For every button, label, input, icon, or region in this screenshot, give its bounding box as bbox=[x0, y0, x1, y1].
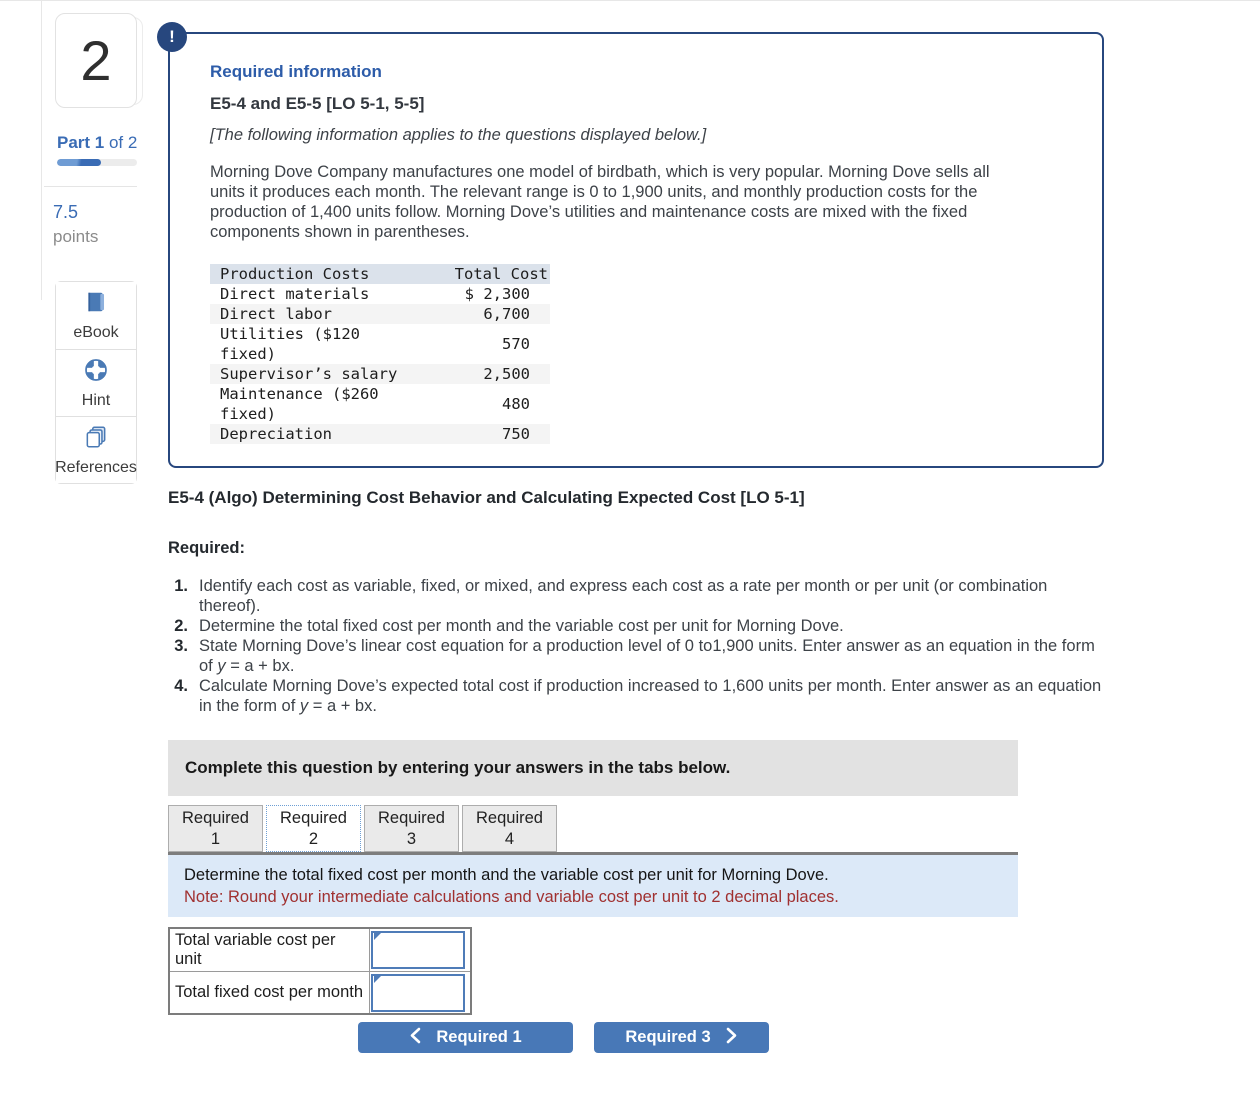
ebook-label: eBook bbox=[73, 324, 119, 341]
rail-divider bbox=[44, 186, 137, 187]
cost-label: Maintenance ($260 fixed) bbox=[220, 385, 379, 423]
ebook-button[interactable] bbox=[56, 282, 136, 349]
cost-label: Direct labor bbox=[220, 305, 332, 323]
pages-icon bbox=[83, 424, 109, 455]
cell-marker-icon bbox=[374, 933, 381, 940]
cost-table-row bbox=[210, 304, 550, 324]
tab-label-line1: Required bbox=[280, 808, 347, 827]
cost-value: 570 bbox=[502, 335, 530, 353]
page-left-border bbox=[41, 0, 42, 300]
points-value: 7.5 bbox=[53, 202, 79, 222]
cost-label: Supervisor’s salary bbox=[220, 365, 398, 383]
next-required-label: Required 3 bbox=[625, 1028, 711, 1046]
required-item bbox=[168, 576, 1113, 616]
question-number: 2 bbox=[80, 29, 112, 92]
answer-row-label: Total variable cost per unit bbox=[170, 929, 370, 971]
required-item-text: Identify each cost as variable, fixed, or mixed, and express each cost as a rate per month or per unit (or combination thereof). bbox=[199, 577, 1048, 615]
required-item-number: 4. bbox=[174, 677, 188, 695]
cost-table-header-value: Total Cost bbox=[454, 265, 548, 283]
next-required-button[interactable] bbox=[594, 1022, 769, 1053]
cost-value: 480 bbox=[502, 395, 530, 413]
tab-navigation bbox=[358, 1022, 769, 1053]
cost-table-header-row bbox=[210, 264, 550, 284]
scenario-paragraph-line: components shown in parentheses. bbox=[210, 223, 470, 241]
cost-label: Utilities ($120 fixed) bbox=[220, 325, 360, 363]
chevron-right-icon bbox=[725, 1027, 738, 1049]
tab-label-line2: 2 bbox=[308, 829, 319, 848]
required-item bbox=[168, 616, 1113, 636]
cost-value: 2,500 bbox=[483, 365, 530, 383]
tab-label-line2: 1 bbox=[210, 829, 221, 848]
cost-label: Depreciation bbox=[220, 425, 332, 443]
answer-input[interactable] bbox=[371, 931, 465, 969]
tab-label-line1: Required bbox=[182, 808, 249, 827]
cost-table-row bbox=[210, 424, 550, 444]
cost-table-row bbox=[210, 284, 550, 304]
cost-value: 6,700 bbox=[483, 305, 530, 323]
cost-label: Direct materials bbox=[220, 285, 370, 303]
rounding-note: Note: Round your intermediate calculations and variable cost per unit to 2 decimal places. bbox=[184, 888, 839, 906]
required-label: Required: bbox=[168, 539, 246, 557]
prev-required-button[interactable] bbox=[358, 1022, 573, 1053]
tab-label-line2: 4 bbox=[504, 829, 515, 848]
answer-input-cell bbox=[370, 971, 470, 1013]
tab-prompt: Determine the total fixed cost per month and the variable cost per unit for Morning Dove. bbox=[184, 866, 829, 884]
hint-label: Hint bbox=[81, 391, 111, 409]
scenario-paragraph bbox=[210, 162, 1062, 242]
required-item bbox=[168, 676, 1113, 716]
required-item-number: 1. bbox=[174, 577, 188, 595]
points-label: points bbox=[53, 227, 99, 246]
page-top-border bbox=[0, 0, 1260, 1]
chevron-left-icon bbox=[409, 1027, 422, 1049]
cost-table-header-label: Production Costs bbox=[220, 265, 370, 283]
references-label: References bbox=[55, 458, 137, 476]
instruction-bar: Complete this question by entering your answers in the tabs below. bbox=[168, 740, 1018, 796]
required-item-number: 2. bbox=[174, 617, 188, 635]
required-information-heading: Required information bbox=[210, 62, 382, 81]
required-item bbox=[168, 636, 1113, 676]
required-item-text: State Morning Dove’s linear cost equation for a production level of 0 to1,900 units. Enter answer as an equation in the form of y = a + bx. bbox=[199, 637, 1095, 675]
question-number-card bbox=[55, 13, 137, 108]
required-item-text: Determine the total fixed cost per month and the variable cost per unit for Morning Dove. bbox=[199, 617, 844, 635]
exercise-title: E5-4 (Algo) Determining Cost Behavior and Calculating Expected Cost [LO 5-1] bbox=[168, 488, 805, 507]
cost-table-row bbox=[210, 324, 550, 364]
scenario-paragraph-line: production of 1,400 units follow. Morning Dove’s utilities and maintenance costs are mixed with the fixed bbox=[210, 203, 968, 221]
part-indicator: Part 1 of 2 bbox=[57, 133, 138, 152]
tab-label-line1: Required bbox=[378, 808, 445, 827]
answer-table bbox=[168, 927, 472, 1015]
progress-bar bbox=[57, 159, 137, 166]
exercise-reference: E5-4 and E5-5 [LO 5-1, 5-5] bbox=[210, 94, 425, 113]
tool-buttons bbox=[55, 281, 137, 484]
required-information-panel bbox=[168, 27, 1104, 468]
answer-row-label: Total fixed cost per month bbox=[170, 971, 370, 1013]
scenario-paragraph-line: Morning Dove Company manufactures one model of birdbath, which is very popular. Morning Dove sells all bbox=[210, 163, 990, 181]
tab-required-3[interactable] bbox=[364, 805, 459, 852]
progress-bar-fill bbox=[57, 159, 101, 166]
required-tabs bbox=[168, 805, 560, 852]
tab-required-4[interactable] bbox=[462, 805, 557, 852]
alert-badge-icon: ! bbox=[157, 22, 187, 52]
required-list bbox=[168, 576, 1113, 716]
cost-table-row bbox=[210, 364, 550, 384]
tab-required-1[interactable] bbox=[168, 805, 263, 852]
hint-button[interactable] bbox=[56, 349, 136, 416]
cell-marker-icon bbox=[374, 976, 381, 983]
answer-input-cell bbox=[370, 929, 470, 971]
prev-required-label: Required 1 bbox=[436, 1028, 522, 1046]
required-item-number: 3. bbox=[174, 637, 188, 655]
answer-input[interactable] bbox=[371, 974, 465, 1012]
references-button[interactable] bbox=[56, 416, 136, 483]
answer-row bbox=[170, 971, 470, 1013]
applies-note: [The following information applies to the questions displayed below.] bbox=[210, 126, 707, 144]
tab-label-line2: 3 bbox=[406, 829, 417, 848]
cost-value: 750 bbox=[502, 425, 530, 443]
life-ring-icon bbox=[83, 357, 109, 388]
tab-prompt-box bbox=[168, 855, 1018, 917]
tab-label-line1: Required bbox=[476, 808, 543, 827]
scenario-paragraph-line: units it produces each month. The relevant range is 0 to 1,900 units, and monthly production costs for the bbox=[210, 183, 978, 201]
cost-table-row bbox=[210, 384, 550, 424]
required-item-text: Calculate Morning Dove’s expected total cost if production increased to 1,600 units per month. Enter answer as an equation in the form of y = a + bx. bbox=[199, 677, 1102, 715]
tab-required-2[interactable] bbox=[266, 805, 361, 852]
cost-value: $ 2,300 bbox=[464, 285, 530, 303]
book-icon bbox=[83, 289, 109, 320]
production-costs-table bbox=[210, 264, 550, 444]
answer-row bbox=[170, 929, 470, 971]
